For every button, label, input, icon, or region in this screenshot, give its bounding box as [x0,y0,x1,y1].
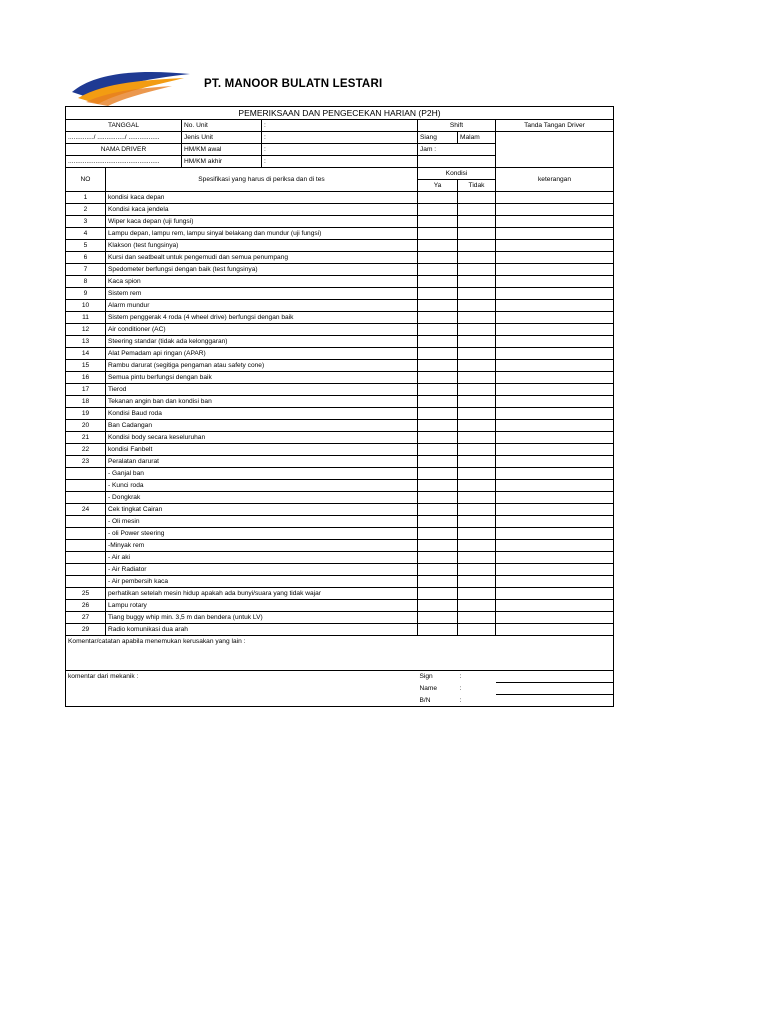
item-tidak-checkbox[interactable] [458,432,496,444]
item-ya-checkbox[interactable] [418,624,458,636]
item-tidak-checkbox[interactable] [458,252,496,264]
item-tidak-checkbox[interactable] [458,420,496,432]
item-tidak-checkbox[interactable] [458,276,496,288]
table-row [66,420,614,432]
item-specification: Semua pintu berfungsi dengan baik [106,372,418,384]
item-keterangan-field[interactable] [496,504,614,516]
table-row [66,576,614,588]
item-ya-checkbox[interactable] [418,492,458,504]
item-keterangan-field[interactable] [496,204,614,216]
item-keterangan-field[interactable] [496,396,614,408]
bn-label: B/N [418,695,458,707]
item-tidak-checkbox[interactable] [458,336,496,348]
table-row [66,552,614,564]
item-ya-checkbox[interactable] [418,516,458,528]
item-number: 4 [66,228,106,240]
item-ya-checkbox[interactable] [418,192,458,204]
item-keterangan-field[interactable] [496,540,614,552]
shift-label: Shift [418,120,496,132]
item-keterangan-field[interactable] [496,432,614,444]
item-keterangan-field[interactable] [496,624,614,636]
table-row [66,468,614,480]
jenis-unit-label: Jenis Unit [182,132,262,144]
item-specification: Lampu depan, lampu rem, lampu sinyal belakang dan mundur (uji fungsi) [106,228,418,240]
item-ya-checkbox[interactable] [418,504,458,516]
item-specification: Wiper kaca depan (uji fungsi) [106,216,418,228]
sign-colon: : [459,673,462,681]
col-no-header: NO [66,168,106,192]
table-row [66,588,614,600]
item-tidak-checkbox[interactable] [458,600,496,612]
item-tidak-checkbox[interactable] [458,384,496,396]
hm-akhir-label: HM/KM akhir [182,156,262,168]
item-ya-checkbox[interactable] [418,612,458,624]
item-number: 8 [66,276,106,288]
table-row [66,444,614,456]
table-row [66,216,614,228]
item-specification: Kondisi Baud roda [106,408,418,420]
item-tidak-checkbox[interactable] [458,264,496,276]
item-number: 12 [66,324,106,336]
item-keterangan-field[interactable] [496,576,614,588]
item-tidak-checkbox[interactable] [458,288,496,300]
item-keterangan-field[interactable] [496,444,614,456]
item-tidak-checkbox[interactable] [458,444,496,456]
item-specification: - Ganjal ban [106,468,418,480]
mekanik-box[interactable] [66,671,418,707]
tanggal-label: TANGGAL [66,120,182,132]
bn-field[interactable] [496,695,614,707]
table-row [66,336,614,348]
table-row [66,528,614,540]
item-keterangan-field[interactable] [496,360,614,372]
item-specification: - Air Radiator [106,564,418,576]
item-keterangan-field[interactable] [496,480,614,492]
item-specification: kondisi Fanbelt [106,444,418,456]
item-number [66,516,106,528]
item-keterangan-field[interactable] [496,288,614,300]
item-keterangan-field[interactable] [496,612,614,624]
table-row [66,600,614,612]
item-ya-checkbox[interactable] [418,300,458,312]
item-specification: Kondisi body secara keseluruhan [106,432,418,444]
table-row [66,192,614,204]
item-specification: Steering standar (tidak ada kelonggaran) [106,336,418,348]
tanggal-field[interactable]: ............../ .............../ ................. [66,132,182,144]
item-number: 18 [66,396,106,408]
item-specification: - Air aki [106,552,418,564]
item-keterangan-field[interactable] [496,384,614,396]
item-number: 27 [66,612,106,624]
item-tidak-checkbox[interactable] [458,204,496,216]
jam-field[interactable]: Jam : [418,144,496,156]
table-row [66,504,614,516]
item-number: 20 [66,420,106,432]
item-specification: Alarm mundur [106,300,418,312]
item-specification: Kaca spion [106,276,418,288]
item-specification: Tekanan angin ban dan kondisi ban [106,396,418,408]
no-unit-label: No. Unit [182,120,262,132]
item-keterangan-field[interactable] [496,408,614,420]
item-tidak-checkbox[interactable] [458,504,496,516]
name-field[interactable] [496,683,614,695]
item-ya-checkbox[interactable] [418,432,458,444]
item-tidak-checkbox[interactable] [458,372,496,384]
item-specification: Lampu rotary [106,600,418,612]
item-specification: - Kunci roda [106,480,418,492]
item-number: 14 [66,348,106,360]
table-row [66,300,614,312]
col-ya-header: Ya [418,180,458,192]
item-keterangan-field[interactable] [496,588,614,600]
item-specification: Spedometer berfungsi dengan baik (test fungsinya) [106,264,418,276]
bn-colon: : [458,695,496,707]
table-row [66,516,614,528]
company-name: PT. MANOOR BULATN LESTARI [204,78,383,90]
item-keterangan-field[interactable] [496,528,614,540]
item-number: 5 [66,240,106,252]
table-row [66,288,614,300]
item-number: 7 [66,264,106,276]
item-ya-checkbox[interactable] [418,456,458,468]
item-tidak-checkbox[interactable] [458,192,496,204]
company-logo [68,68,192,106]
item-keterangan-field[interactable] [496,252,614,264]
item-number [66,540,106,552]
table-row [66,264,614,276]
item-specification: Alat Pemadam api ringan (APAR) [106,348,418,360]
item-keterangan-field[interactable] [496,276,614,288]
item-tidak-checkbox[interactable] [458,324,496,336]
item-keterangan-field[interactable] [496,348,614,360]
nama-driver-field[interactable]: .................................................. [66,156,182,168]
item-keterangan-field[interactable] [496,456,614,468]
item-number: 15 [66,360,106,372]
item-number: 9 [66,288,106,300]
signature-box[interactable] [496,132,614,168]
col-spesifikasi-header: Spesifikasi yang harus di periksa dan di tes [106,168,418,192]
item-ya-checkbox[interactable] [418,480,458,492]
item-tidak-checkbox[interactable] [458,216,496,228]
table-row [66,564,614,576]
item-tidak-checkbox[interactable] [458,312,496,324]
item-ya-checkbox[interactable] [418,264,458,276]
item-number [66,576,106,588]
item-tidak-checkbox[interactable] [458,588,496,600]
item-keterangan-field[interactable] [496,264,614,276]
no-unit-field[interactable]: : [262,120,418,132]
item-specification: Cek tingkat Cairan [106,504,418,516]
item-number: 10 [66,300,106,312]
item-ya-checkbox[interactable] [418,576,458,588]
item-tidak-checkbox[interactable] [458,228,496,240]
item-specification: Kursi dan seatbealt untuk pengemudi dan semua penumpang [106,252,418,264]
item-specification: - Air pembersih kaca [106,576,418,588]
item-number [66,468,106,480]
item-ya-checkbox[interactable] [418,384,458,396]
item-keterangan-field[interactable] [496,336,614,348]
item-number [66,492,106,504]
table-row [66,252,614,264]
item-ya-checkbox[interactable] [418,288,458,300]
table-row [66,540,614,552]
item-number: 17 [66,384,106,396]
jam-field-extra[interactable] [418,156,496,168]
item-number: 11 [66,312,106,324]
table-row [66,432,614,444]
item-number: 22 [66,444,106,456]
item-keterangan-field[interactable] [496,300,614,312]
item-number: 2 [66,204,106,216]
item-ya-checkbox[interactable] [418,528,458,540]
item-ya-checkbox[interactable] [418,312,458,324]
item-tidak-checkbox[interactable] [458,360,496,372]
item-specification: Radio komunikasi dua arah [106,624,418,636]
item-specification: Tierod [106,384,418,396]
table-row [66,348,614,360]
item-specification: kondisi kaca depan [106,192,418,204]
shift-siang[interactable]: Siang [418,132,458,144]
table-row [66,360,614,372]
item-keterangan-field[interactable] [496,240,614,252]
item-ya-checkbox[interactable] [418,216,458,228]
item-keterangan-field[interactable] [496,324,614,336]
item-number: 16 [66,372,106,384]
item-specification: Tiang buggy whip min. 3,5 m dan bendera (untuk LV) [106,612,418,624]
item-specification: Kondisi kaca jendela [106,204,418,216]
item-tidak-checkbox[interactable] [458,300,496,312]
table-row [66,480,614,492]
table-row [66,624,614,636]
table-row [66,204,614,216]
table-row [66,312,614,324]
table-row [66,228,614,240]
item-tidak-checkbox[interactable] [458,396,496,408]
item-specification: - Oli mesin [106,516,418,528]
jenis-unit-field[interactable]: : [262,132,418,144]
item-specification: Ban Cadangan [106,420,418,432]
item-keterangan-field[interactable] [496,216,614,228]
item-keterangan-field[interactable] [496,228,614,240]
item-tidak-checkbox[interactable] [458,456,496,468]
item-keterangan-field[interactable] [496,372,614,384]
item-ya-checkbox[interactable] [418,588,458,600]
table-row [66,612,614,624]
item-number: 24 [66,504,106,516]
item-specification: - oli Power steering [106,528,418,540]
item-ya-checkbox[interactable] [418,600,458,612]
item-tidak-checkbox[interactable] [458,408,496,420]
table-row [66,492,614,504]
item-ya-checkbox[interactable] [418,396,458,408]
shift-malam[interactable]: Malam [458,132,496,144]
item-ya-checkbox[interactable] [418,348,458,360]
item-tidak-checkbox[interactable] [458,516,496,528]
item-number: 29 [66,624,106,636]
item-ya-checkbox[interactable] [418,252,458,264]
item-ya-checkbox[interactable] [418,240,458,252]
item-tidak-checkbox[interactable] [458,348,496,360]
item-keterangan-field[interactable] [496,552,614,564]
item-ya-checkbox[interactable] [418,420,458,432]
item-specification: Rambu darurat (segitiga pengaman atau safety cone) [106,360,418,372]
item-keterangan-field[interactable] [496,564,614,576]
item-tidak-checkbox[interactable] [458,624,496,636]
item-specification: perhatikan setelah mesin hidup apakah ada bunyi/suara yang tidak wajar [106,588,418,600]
item-tidak-checkbox[interactable] [458,480,496,492]
item-number: 23 [66,456,106,468]
table-row [66,456,614,468]
sign-label: Sign [419,673,433,681]
item-number [66,480,106,492]
item-tidak-checkbox[interactable] [458,552,496,564]
item-specification: Air conditioner (AC) [106,324,418,336]
table-row [66,396,614,408]
form-title: PEMERIKSAAN DAN PENGECEKAN HARIAN (P2H) [66,107,614,120]
item-tidak-checkbox[interactable] [458,468,496,480]
item-ya-checkbox[interactable] [418,552,458,564]
item-tidak-checkbox[interactable] [458,240,496,252]
item-number: 6 [66,252,106,264]
item-keterangan-field[interactable] [496,312,614,324]
item-ya-checkbox[interactable] [418,408,458,420]
item-number: 3 [66,216,106,228]
table-row [66,324,614,336]
mekanik-label: komentar dari mekanik : [68,673,139,680]
table-row [66,372,614,384]
item-specification: Sistem rem [106,288,418,300]
table-row [66,240,614,252]
hm-akhir-field[interactable]: : [262,156,418,168]
komentar-label: Komentar/catatan apabila menemukan kerusakan yang lain : [68,638,246,645]
item-tidak-checkbox[interactable] [458,612,496,624]
item-ya-checkbox[interactable] [418,540,458,552]
item-specification: -Minyak rem [106,540,418,552]
nama-driver-label: NAMA DRIVER [66,144,182,156]
item-number: 13 [66,336,106,348]
signature-label: Tanda Tangan Driver [496,120,614,132]
col-keterangan-header: keterangan [496,168,614,192]
item-ya-checkbox[interactable] [418,360,458,372]
name-label: Name [419,685,438,692]
item-number [66,564,106,576]
item-keterangan-field[interactable] [496,420,614,432]
item-specification: Sistem penggerak 4 roda (4 wheel drive) berfungsi dengan baik [106,312,418,324]
hm-awal-label: HM/KM awal [182,144,262,156]
name-colon: : [459,685,462,692]
item-ya-checkbox[interactable] [418,324,458,336]
item-keterangan-field[interactable] [496,492,614,504]
item-number: 21 [66,432,106,444]
item-keterangan-field[interactable] [496,192,614,204]
item-specification: Peralatan darurat [106,456,418,468]
item-number: 26 [66,600,106,612]
item-ya-checkbox[interactable] [418,336,458,348]
item-specification: - Dongkrak [106,492,418,504]
item-keterangan-field[interactable] [496,600,614,612]
item-keterangan-field[interactable] [496,516,614,528]
item-ya-checkbox[interactable] [418,228,458,240]
item-ya-checkbox[interactable] [418,204,458,216]
item-tidak-checkbox[interactable] [458,528,496,540]
col-tidak-header: Tidak [458,180,496,192]
hm-awal-field[interactable]: : [262,144,418,156]
item-number [66,528,106,540]
komentar-box[interactable] [66,636,614,671]
item-ya-checkbox[interactable] [418,468,458,480]
col-kondisi-header: Kondisi [418,168,496,180]
item-ya-checkbox[interactable] [418,372,458,384]
item-specification: Klakson (test fungsinya) [106,240,418,252]
item-tidak-checkbox[interactable] [458,564,496,576]
item-tidak-checkbox[interactable] [458,576,496,588]
table-row [66,276,614,288]
item-ya-checkbox[interactable] [418,564,458,576]
item-number [66,552,106,564]
item-number: 19 [66,408,106,420]
item-number: 25 [66,588,106,600]
sign-field[interactable] [496,671,614,683]
table-row [66,384,614,396]
p2h-form-table [65,106,614,707]
item-ya-checkbox[interactable] [418,276,458,288]
item-tidak-checkbox[interactable] [458,540,496,552]
table-row [66,408,614,420]
item-tidak-checkbox[interactable] [458,492,496,504]
item-number: 1 [66,192,106,204]
item-ya-checkbox[interactable] [418,444,458,456]
item-keterangan-field[interactable] [496,468,614,480]
